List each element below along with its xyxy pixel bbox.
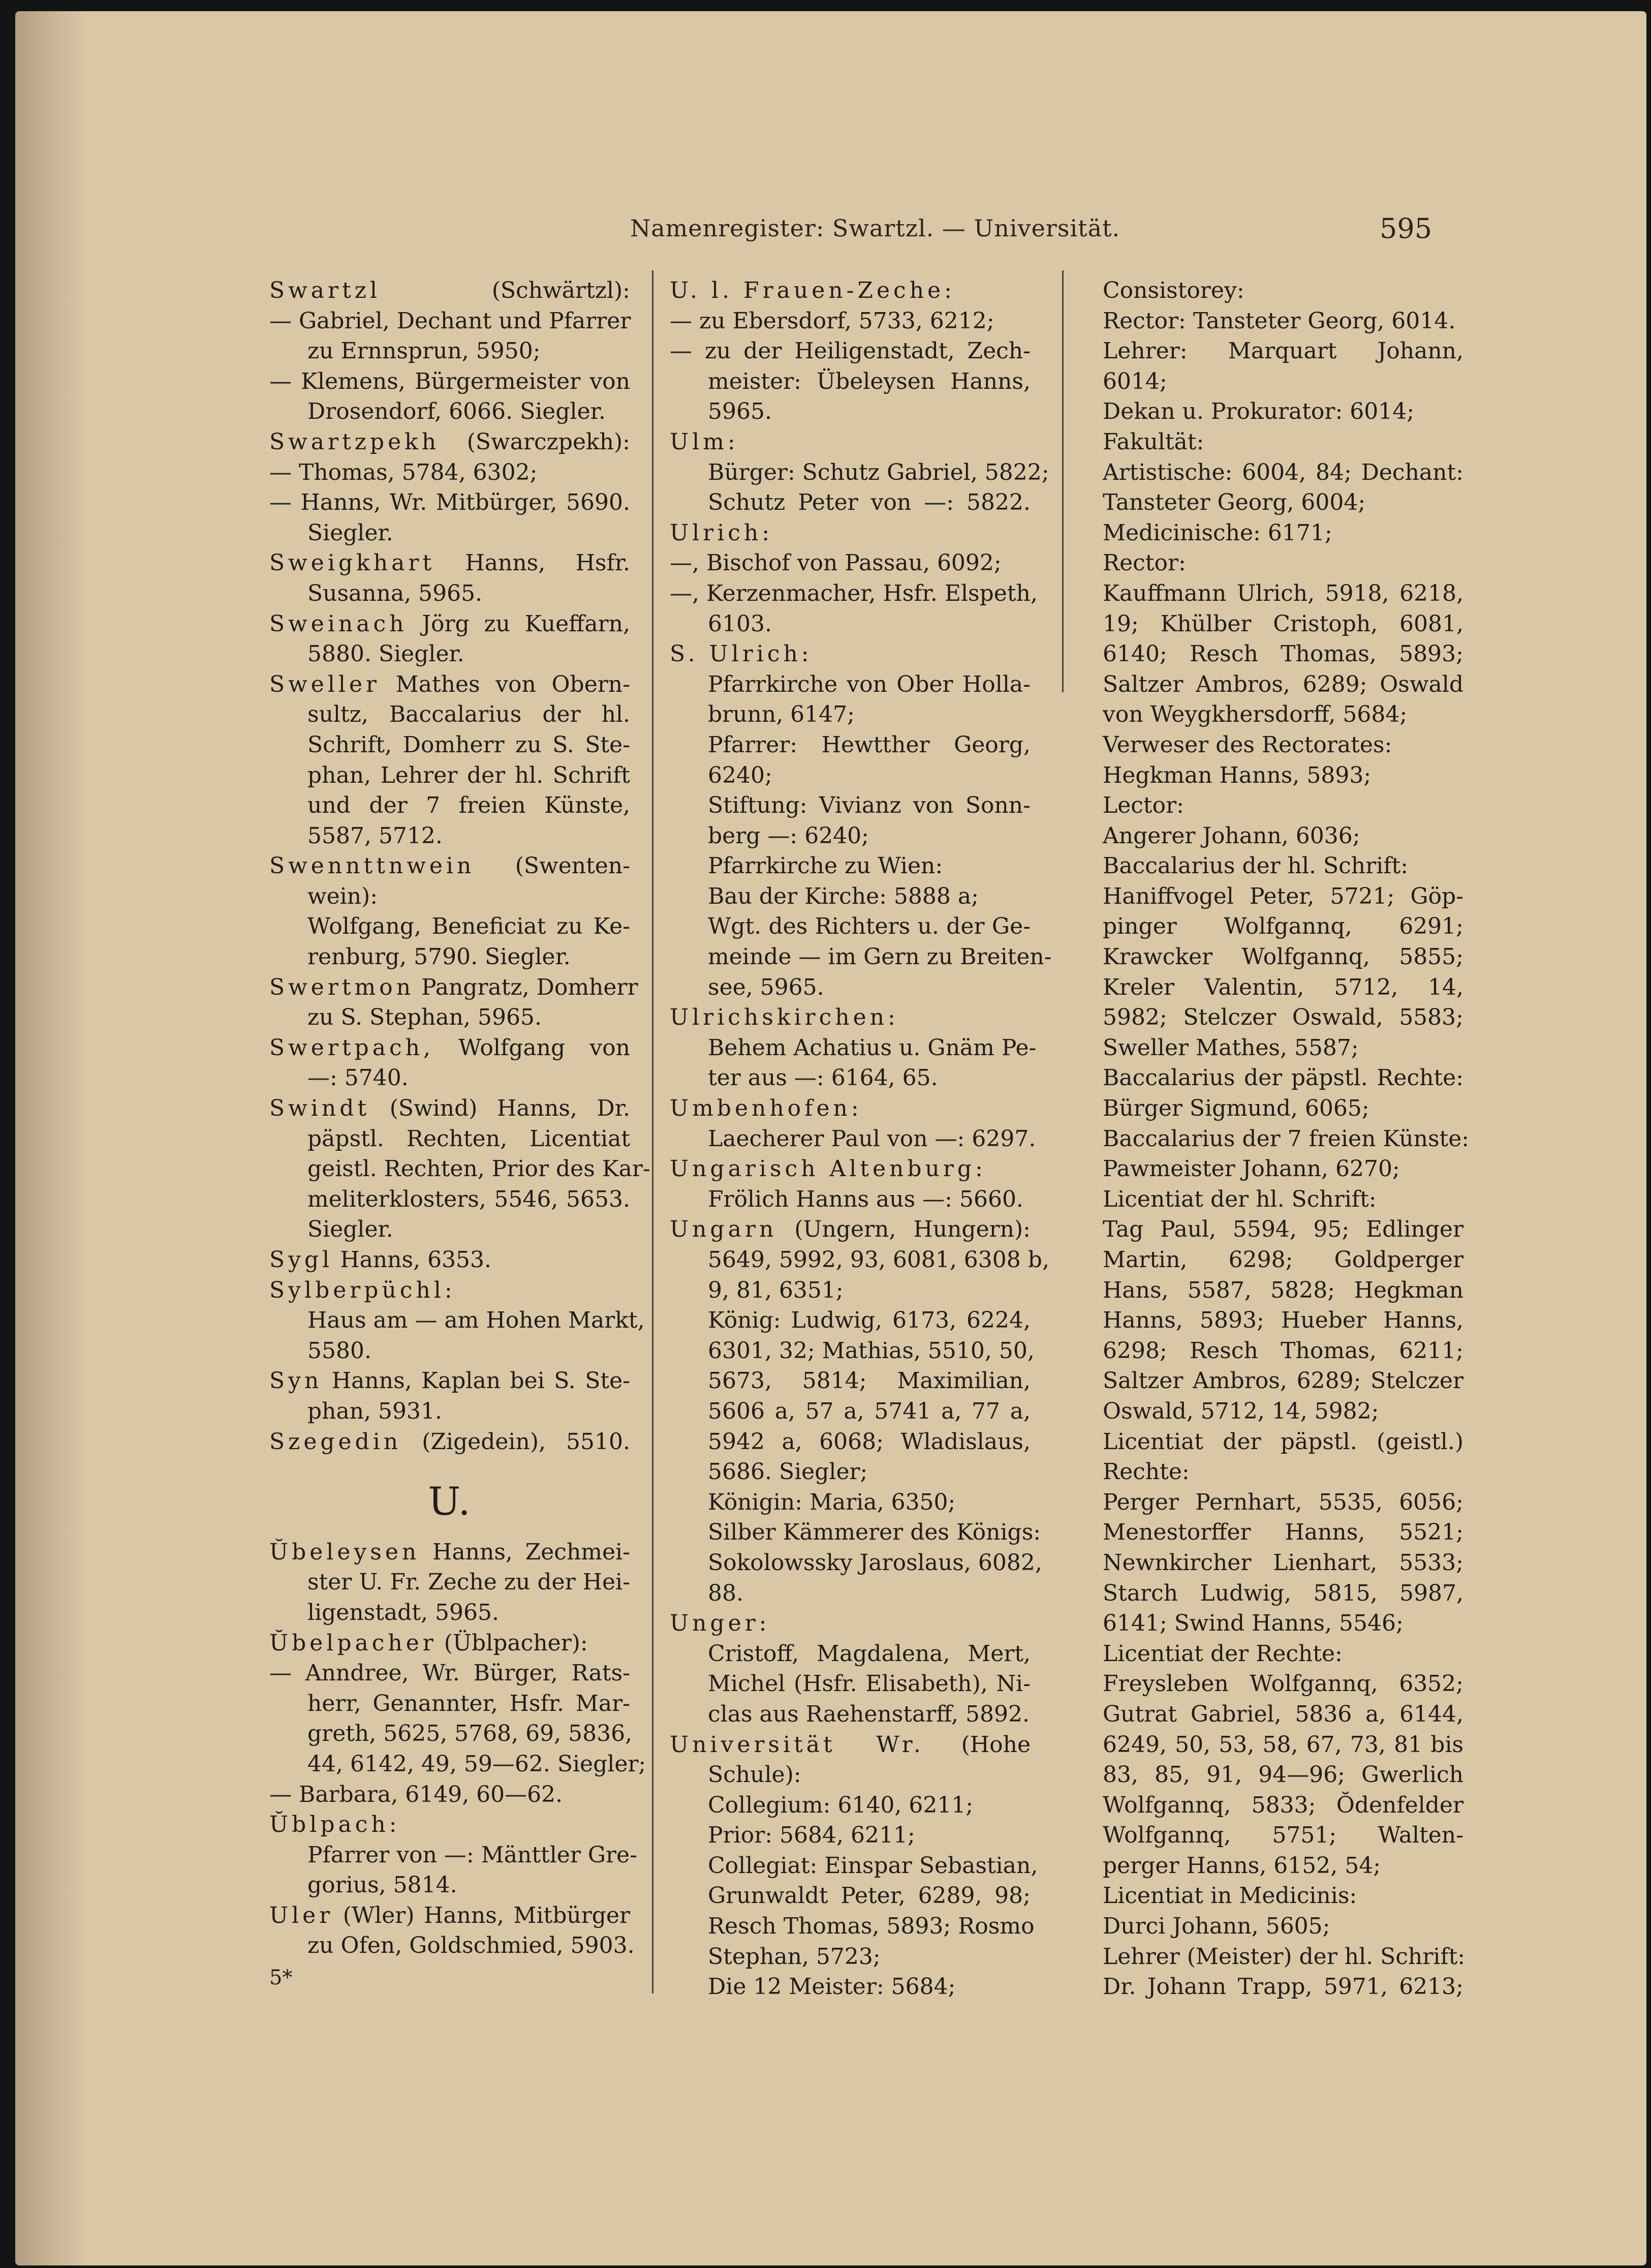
index-line: 19; Khülber Cristoph, 6081, [1103, 610, 1463, 637]
index-entry-heading [670, 639, 1031, 669]
index-subentry: wein): [307, 883, 378, 909]
index-entry-heading [670, 1154, 1031, 1184]
index-subentry: Stephan, 5723; [708, 1943, 881, 1970]
index-line: Saltzer Ambros, 6289; Stelczer [1103, 1368, 1463, 1394]
index-line: Pawmeister Johann, 6270; [1103, 1156, 1400, 1182]
entry-text: : [944, 278, 952, 303]
index-entry-heading [670, 1608, 1031, 1639]
headword: Ulm [670, 428, 728, 455]
index-subentry: Königin: Maria, 6350; [708, 1489, 956, 1515]
index-subentry: gorius, 5814. [307, 1872, 457, 1898]
index-entry-heading [269, 1033, 630, 1063]
index-subentry: zu S. Stephan, 5965. [307, 1004, 542, 1031]
index-subentry: 5649, 5992, 93, 6081, 6308 b, [708, 1247, 1049, 1273]
index-line: pinger Wolfgannq, 6291; [1103, 913, 1463, 940]
index-subentry: 6103. [708, 610, 772, 637]
index-entry-heading [670, 427, 1031, 457]
index-line: Sweller Mathes, 5587; [1103, 1034, 1359, 1061]
index-entry-heading [269, 609, 630, 639]
index-subentry: clas aus Raehenstarff, 5892. [708, 1701, 1030, 1727]
index-line: Menestorffer Hanns, 5521; [1103, 1519, 1463, 1546]
entry-text: (Swind) Hanns, Dr. [370, 1095, 630, 1122]
headword: Unger [670, 1610, 759, 1637]
index-line: Lehrer (Meister) der hl. Schrift: [1103, 1943, 1466, 1970]
index-subentry: brunn, 6147; [708, 701, 855, 728]
index-entry-heading [670, 1002, 1031, 1033]
index-subentry: Siegler. [307, 1216, 393, 1243]
index-line: Consistorey: [1103, 278, 1244, 303]
index-subentry: Bau der Kirche: 5888 a; [708, 883, 979, 909]
index-line: Rechte: [1103, 1459, 1190, 1485]
entry-text: Jörg zu Kueffarn, [407, 610, 630, 637]
headword: Sweller [269, 671, 381, 697]
index-entry-heading [269, 1245, 630, 1275]
index-line: Hegkman Hanns, 5893; [1103, 762, 1372, 788]
index-subentry: Siegler. [307, 519, 393, 546]
headword: Sweinach [269, 610, 408, 637]
index-subentry: 6301, 32; Mathias, 5510, 50, [708, 1337, 1035, 1364]
headword: Swennttnwein [269, 853, 475, 879]
index-entry-heading [269, 1537, 630, 1568]
entry-text: Hanns, 6353. [333, 1247, 492, 1273]
index-subentry: 44, 6142, 49, 59—62. Siegler; [307, 1751, 646, 1777]
index-subentry: Bürger: Schutz Gabriel, 5822; [708, 459, 1049, 485]
index-entry-heading [269, 427, 630, 457]
entry-text: : [851, 1095, 859, 1122]
index-subentry: herr, Genannter, Hsfr. Mar- [307, 1690, 630, 1717]
index-line: Lector: [1103, 792, 1184, 819]
index-column-1 [269, 275, 650, 1994]
index-line: Oswald, 5712, 14, 5982; [1103, 1398, 1379, 1424]
index-line: Haniffvogel Peter, 5721; Göp- [1103, 883, 1463, 909]
index-entry-heading [269, 972, 638, 1003]
index-line: — Thomas, 5784, 6302; [269, 459, 538, 485]
index-subentry: Die 12 Meister: 5684; [708, 1974, 956, 2000]
index-subentry: Prior: 5684, 6211; [708, 1822, 915, 1849]
entry-text: : [887, 1004, 895, 1031]
index-entry-heading [670, 1214, 1031, 1245]
entry-text: Hanns, Zechmei- [420, 1539, 630, 1565]
page-header [15, 214, 1646, 250]
entry-text: (Wler) Hanns, Mitbürger [333, 1902, 630, 1928]
entry-text: : [759, 1610, 767, 1637]
index-line: 6249, 50, 53, 58, 67, 73, 81 bis [1103, 1731, 1463, 1758]
headword: Swindt [269, 1095, 370, 1122]
index-subentry: meister: Übeleysen Hanns, [708, 368, 1031, 394]
index-line: Tansteter Georg, 6004; [1103, 489, 1366, 516]
index-line: Perger Pernhart, 5535, 6056; [1103, 1489, 1463, 1515]
index-subentry: und der 7 freien Künste, [307, 792, 630, 819]
index-subentry: Resch Thomas, 5893; Rosmo [708, 1913, 1035, 1940]
index-subentry: Sokolowssky Jaroslaus, 6082, [708, 1549, 1042, 1576]
index-line: Gutrat Gabriel, 5836 a, 6144, [1103, 1701, 1463, 1727]
index-entry-heading [269, 1366, 630, 1396]
index-line: —, Bischof von Passau, 6092; [670, 550, 1002, 576]
index-line: 6141; Swind Hanns, 5546; [1103, 1610, 1404, 1637]
headword: Swertmon [269, 974, 415, 1000]
index-subentry: Wgt. des Richters u. der Ge- [708, 913, 1031, 940]
index-entry-heading [269, 1275, 630, 1306]
index-subentry: päpstl. Rechten, Licentiat [307, 1125, 630, 1152]
entry-text: : [727, 428, 735, 455]
index-column-2 [670, 275, 1052, 2002]
index-subentry: Wolfgang, Beneficiat zu Ke- [307, 913, 630, 940]
index-subentry: Schrift, Domherr zu S. Ste- [307, 731, 630, 758]
headword: Swertpach, [269, 1034, 434, 1061]
headword: Ŭblpach [269, 1812, 389, 1838]
index-entry-heading [269, 669, 630, 700]
index-subentry: Cristoff, Magdalena, Mert, [708, 1640, 1031, 1667]
index-subentry: —: 5740. [307, 1065, 409, 1091]
headword: Ulrich [670, 519, 762, 546]
index-subentry: Schutz Peter von —: 5822. [708, 489, 1031, 516]
index-line: 6140; Resch Thomas, 5893; [1103, 641, 1463, 667]
entry-text: : [389, 1812, 397, 1838]
headword: Swartzpekh [269, 428, 440, 455]
index-subentry: 5686. Siegler; [708, 1459, 868, 1485]
headword: Ulrichskirchen [670, 1004, 888, 1031]
index-entry-heading [269, 275, 630, 306]
index-subentry: Haus am — am Hohen Markt, [307, 1307, 645, 1334]
index-subentry: ter aus —: 6164, 65. [708, 1065, 938, 1091]
entry-text: (Üblpacher): [437, 1630, 588, 1656]
index-subentry: Collegium: 6140, 6211; [708, 1792, 974, 1818]
index-subentry: König: Ludwig, 6173, 6224, [708, 1307, 1031, 1334]
entry-text: (Swarczpekh): [440, 428, 630, 455]
index-subentry: zu Ernnsprun, 5950; [307, 338, 541, 364]
index-line: Rector: Tansteter Georg, 6014. [1103, 308, 1456, 334]
headword: S. Ulrich [670, 641, 801, 667]
index-subentry: 9, 81, 6351; [708, 1277, 844, 1303]
headword: Ŭbeleysen [269, 1539, 420, 1565]
index-line: Artistische: 6004, 84; Dechant: [1103, 459, 1463, 485]
index-line: Tag Paul, 5594, 95; Edlinger [1103, 1216, 1463, 1243]
index-line: — zu der Heiligenstadt, Zech- [670, 338, 1031, 364]
index-subentry: 88. [708, 1580, 743, 1606]
index-subentry: 5587, 5712. [307, 822, 443, 849]
index-line: Freysleben Wolfgannq, 6352; [1103, 1671, 1463, 1697]
index-line: Bürger Sigmund, 6065; [1103, 1095, 1369, 1122]
index-line: Kreler Valentin, 5712, 14, [1103, 974, 1463, 1000]
index-entry-heading [269, 1810, 630, 1840]
index-subentry: see, 5965. [708, 974, 824, 1000]
index-line: Wolfgannq, 5751; Walten- [1103, 1822, 1463, 1849]
index-entry-heading [269, 1093, 630, 1124]
index-subentry: Stiftung: Vivianz von Sonn- [708, 792, 1031, 819]
entry-text: Hanns, Hsfr. [435, 550, 630, 576]
entry-text: (Schwärtzl): [381, 278, 630, 303]
headword: Uler [269, 1902, 334, 1928]
index-subentry: 5942 a, 6068; Wladislaus, [708, 1428, 1031, 1455]
entry-text: Hanns, Kaplan bei S. Ste- [322, 1368, 630, 1394]
index-line: 6298; Resch Thomas, 6211; [1103, 1337, 1463, 1364]
index-line: Licentiat der Rechte: [1103, 1640, 1343, 1667]
index-line: Dr. Johann Trapp, 5971, 6213; [1103, 1974, 1463, 2000]
running-head: Namenregister: Swartzl. — Universität. [630, 214, 1120, 242]
index-subentry: geistl. Rechten, Prior des Kar- [307, 1156, 650, 1182]
index-line: 83, 85, 91, 94—96; Gwerlich [1103, 1762, 1463, 1788]
index-line: Lehrer: Marquart Johann, [1103, 338, 1463, 364]
index-subentry: Michel (Hsfr. Elisabeth), Ni- [708, 1671, 1031, 1697]
index-subentry: meinde — im Gern zu Breiten- [708, 944, 1052, 970]
index-subentry: zu Ofen, Goldschmied, 5903. [307, 1933, 635, 1959]
entry-text: : [444, 1277, 452, 1303]
headword: Sweigkhart [269, 550, 435, 576]
entry-text: Wolfgang von [433, 1034, 630, 1061]
index-line: Dekan u. Prokurator: 6014; [1103, 399, 1415, 425]
index-line: Baccalarius der päpstl. Rechte: [1103, 1065, 1463, 1091]
index-entry-heading [670, 1730, 1031, 1760]
index-line: Krawcker Wolfgannq, 5855; [1103, 944, 1463, 970]
index-entry-heading [269, 1628, 630, 1659]
index-line: Verweser des Rectorates: [1103, 731, 1392, 758]
column-rule-left [652, 270, 653, 1994]
headword: U. l. Frauen-Zeche [670, 278, 945, 303]
index-line: Rector: [1103, 550, 1186, 576]
index-subentry: Susanna, 5965. [307, 580, 483, 606]
column-rule-right [1062, 270, 1064, 692]
headword: Ungarn [670, 1216, 777, 1243]
index-subentry: Pfarrer: Hewtther Georg, [708, 731, 1031, 758]
index-line: Durci Johann, 5605; [1103, 1913, 1330, 1940]
index-line: Angerer Johann, 6036; [1103, 822, 1360, 849]
index-line: 6014; [1103, 368, 1167, 394]
index-subentry: meliterklosters, 5546, 5653. [307, 1186, 630, 1212]
index-subentry: Pfarrkirche von Ober Holla- [708, 671, 1031, 697]
index-subentry: Frölich Hanns aus —: 5660. [708, 1186, 1023, 1212]
index-subentry: 5673, 5814; Maximilian, [708, 1368, 1031, 1394]
headword: Sygl [269, 1247, 333, 1273]
index-line: Martin, 6298; Goldperger [1103, 1247, 1463, 1273]
index-line: — Klemens, Bürgermeister von [269, 368, 630, 394]
entry-text: : [801, 641, 809, 667]
index-line: Saltzer Ambros, 6289; Oswald [1103, 671, 1463, 697]
entry-text: : [975, 1156, 983, 1182]
index-subentry: renburg, 5790. Siegler. [307, 944, 571, 970]
index-line: Medicinische: 6171; [1103, 519, 1332, 546]
index-subentry: Silber Kämmerer des Königs: [708, 1519, 1041, 1546]
headword: Syn [269, 1368, 323, 1394]
index-subentry: 5880. Siegler. [307, 641, 464, 667]
index-subentry: sultz, Baccalarius der hl. [307, 701, 630, 728]
index-subentry: 5580. [307, 1337, 371, 1364]
index-entry-heading [670, 518, 1031, 548]
entry-text: (Ungern, Hungern): [777, 1216, 1031, 1243]
index-line: — Barbara, 6149, 60—62. [269, 1781, 563, 1807]
entry-text: (Hohe [924, 1731, 1031, 1758]
entry-text: Pangratz, Domherr [414, 974, 638, 1000]
index-subentry: Pfarrer von —: Mänttler Gre- [307, 1842, 637, 1868]
index-subentry: Laecherer Paul von —: 6297. [708, 1125, 1036, 1152]
index-entry-heading [269, 1901, 630, 1931]
headword: Szegedin [269, 1428, 402, 1455]
entry-text: (Zigedein), 5510. [401, 1428, 630, 1455]
section-heading: U. [428, 1479, 472, 1524]
headword: Sylberpüchl [269, 1277, 445, 1303]
index-entry-heading [269, 851, 630, 881]
index-entry-heading [269, 1427, 630, 1457]
page-number: 595 [1380, 212, 1432, 244]
index-entry-heading [269, 548, 630, 578]
index-subentry: Grunwaldt Peter, 6289, 98; [708, 1883, 1031, 1909]
signature-mark: 5* [269, 1966, 293, 1990]
index-line: Newnkircher Lienhart, 5533; [1103, 1549, 1463, 1576]
index-subentry: ster U. Fr. Zeche zu der Hei- [307, 1569, 630, 1596]
index-line: Licentiat in Medicinis: [1103, 1883, 1357, 1909]
index-line: Hans, 5587, 5828; Hegkman [1103, 1277, 1463, 1303]
index-line: Fakultät: [1103, 428, 1204, 455]
index-entry-heading [670, 275, 1031, 306]
index-subentry: 5606 a, 57 a, 5741 a, 77 a, [708, 1398, 1031, 1424]
entry-text: (Swenten- [475, 853, 630, 879]
index-subentry: Behem Achatius u. Gnäm Pe- [708, 1034, 1037, 1061]
index-subentry: Schule): [708, 1762, 801, 1788]
entry-text: Mathes von Obern- [380, 671, 630, 697]
index-line: — Anndree, Wr. Bürger, Rats- [269, 1660, 630, 1687]
index-subentry: greth, 5625, 5768, 69, 5836, [307, 1721, 633, 1747]
index-subentry: Drosendorf, 6066. Siegler. [307, 399, 606, 425]
index-line: perger Hanns, 6152, 54; [1103, 1852, 1381, 1879]
index-line: Starch Ludwig, 5815, 5987, [1103, 1580, 1463, 1606]
index-line: —, Kerzenmacher, Hsfr. Elspeth, [670, 580, 1038, 606]
index-entry-heading [670, 1093, 1031, 1124]
index-column-3 [1103, 275, 1470, 2002]
index-line: Kauffmann Ulrich, 5918, 6218, [1103, 580, 1463, 606]
index-subentry: phan, 5931. [307, 1398, 443, 1424]
index-line: von Weygkhersdorff, 5684; [1103, 701, 1408, 728]
index-line: Licentiat der päpstl. (geistl.) [1103, 1428, 1463, 1455]
headword: Ŭbelpacher [269, 1630, 437, 1656]
index-line: Licentiat der hl. Schrift: [1103, 1186, 1377, 1212]
index-subentry: 6240; [708, 762, 772, 788]
headword: Ungarisch Altenburg [670, 1156, 976, 1182]
index-line: Baccalarius der hl. Schrift: [1103, 853, 1409, 879]
index-subentry: berg —: 6240; [708, 822, 869, 849]
index-subentry: 5965. [708, 399, 772, 425]
headword: Swartzl [269, 278, 381, 303]
index-subentry: ligenstadt, 5965. [307, 1599, 499, 1626]
index-line: Wolfgannq, 5833; Ŏdenfelder [1103, 1792, 1463, 1818]
index-line: Hanns, 5893; Hueber Hanns, [1103, 1307, 1463, 1334]
index-subentry: phan, Lehrer der hl. Schrift [307, 762, 630, 788]
headword: Universität Wr. [670, 1731, 924, 1758]
index-subentry: Collegiat: Einspar Sebastian, [708, 1852, 1038, 1879]
index-line: — zu Ebersdorf, 5733, 6212; [670, 308, 994, 334]
index-line: — Gabriel, Dechant und Pfarrer [269, 308, 631, 334]
index-subentry: Pfarrkirche zu Wien: [708, 853, 943, 879]
index-line: 5982; Stelczer Oswald, 5583; [1103, 1004, 1463, 1031]
headword: Umbenhofen [670, 1095, 851, 1122]
index-line: — Hanns, Wr. Mitbürger, 5690. [269, 489, 630, 516]
book-page [15, 11, 1646, 2265]
entry-text: : [762, 519, 770, 546]
index-line: Baccalarius der 7 freien Künste: [1103, 1125, 1470, 1152]
